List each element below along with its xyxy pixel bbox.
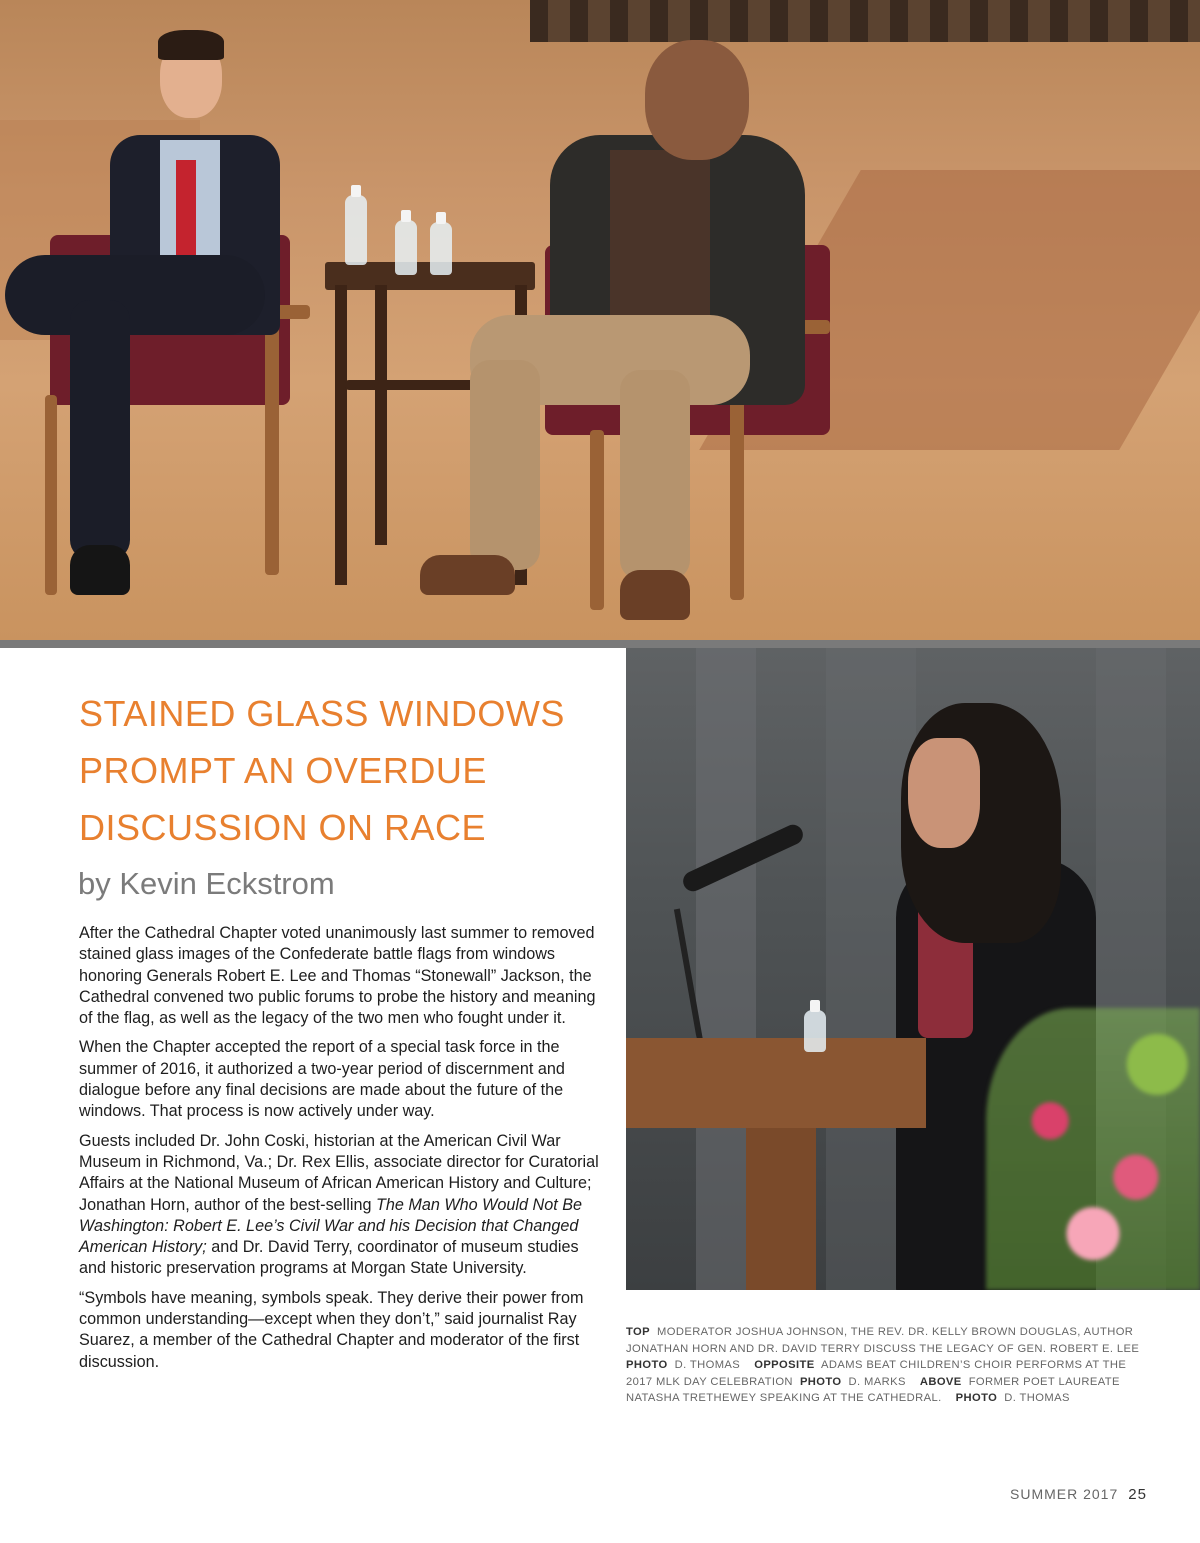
- body-paragraph: “Symbols have meaning, symbols speak. They derive their power from common understanding—except when they don’t,” said journalist Ray Suarez, a member of the Cathedral Chapter and moderator of the first discussion.: [79, 1288, 584, 1371]
- photo-divider: [0, 640, 1200, 648]
- speaker-left-legs: [5, 255, 265, 335]
- caption-label: PHOTO: [799, 1375, 842, 1388]
- speaker-right-shin: [470, 360, 540, 570]
- podium: [626, 1038, 926, 1128]
- caption-credit: D. THOMAS: [1004, 1392, 1070, 1405]
- body-paragraph: [79, 1131, 599, 1280]
- body-text-run: Guests included Dr. John Coski, historian at the American Civil War Museum in Richmond, Va.; Dr. Rex Ellis, associate director for Curatorial Affairs at the National Museum of African American History and Culture; Jonathan Horn, author of the best-selling: [79, 1131, 599, 1214]
- water-bottle: [430, 222, 452, 275]
- caption-label: PHOTO: [626, 1359, 668, 1372]
- caption-label: TOP: [626, 1326, 650, 1338]
- speaker-left-shin: [70, 300, 130, 560]
- caption-label: PHOTO: [955, 1392, 998, 1405]
- body-text-run: and Dr. David Terry, coordinator of museum studies and historic preservation programs at Morgan State University.: [79, 1238, 579, 1278]
- speaker-right-sweater: [610, 150, 710, 330]
- caption-label: ABOVE: [919, 1375, 962, 1388]
- headline-line: STAINED GLASS WINDOWS: [79, 693, 565, 734]
- flower-arrangement: [986, 1008, 1200, 1290]
- water-bottle: [345, 195, 367, 265]
- caption-credit: D. MARKS: [848, 1375, 906, 1388]
- speaker-left-shoe: [70, 545, 130, 595]
- book-title: The Man Who Would Not Be Washington: Robert E. Lee’s Civil War and his Decision that Changed American History;: [79, 1195, 582, 1257]
- table-leg: [375, 285, 387, 545]
- caption-credit: D. THOMAS: [674, 1359, 741, 1372]
- page-folio: [1010, 1486, 1147, 1503]
- article-body: [79, 923, 599, 1381]
- speaker-left-hair: [158, 30, 224, 60]
- page-number: 25: [1128, 1486, 1147, 1503]
- issue-label: SUMMER 2017: [1010, 1486, 1119, 1502]
- top-photo-panel-discussion: [0, 0, 1200, 640]
- speaker-right-shin: [620, 370, 690, 580]
- photo-caption: [626, 1324, 1146, 1407]
- water-bottle: [804, 1010, 826, 1052]
- caption-text: ADAMS BEAT CHILDREN’S CHOIR PERFORMS AT THE 2017 MLK DAY CELEBRATION: [626, 1359, 1127, 1388]
- speaker-right-shoe: [420, 555, 515, 595]
- chair-leg: [265, 310, 279, 575]
- caption-label: OPPOSITE: [754, 1359, 815, 1372]
- speaker-right-shoe: [620, 570, 690, 620]
- caption-text: MODERATOR JOSHUA JOHNSON, THE REV. DR. KELLY BROWN DOUGLAS, AUTHOR JONATHAN HORN AND DR. DAVID TERRY DISCUSS THE LEGACY OF GEN. ROBERT E. LEE: [626, 1326, 1140, 1355]
- body-paragraph: When the Chapter accepted the report of a special task force in the summer of 2016, it authorized a two-year period of discernment and dialogue before any final decisions are made about the future of the windows. That process is now actively under way.: [79, 1038, 565, 1121]
- right-photo-speaker: [626, 648, 1200, 1290]
- headline-line: DISCUSSION ON RACE: [79, 807, 487, 848]
- article-headline: [79, 685, 619, 856]
- table-leg: [335, 285, 347, 585]
- article-byline: by Kevin Eckstrom: [78, 866, 335, 901]
- speaker-right-head: [645, 40, 749, 160]
- caption-text: FORMER POET LAUREATE NATASHA TRETHEWEY SPEAKING AT THE CATHEDRAL.: [626, 1375, 1120, 1405]
- water-bottle: [395, 220, 417, 275]
- podium-stem: [746, 1128, 816, 1290]
- chair-leg: [45, 395, 57, 595]
- choir-rail: [530, 0, 1200, 42]
- speaker-woman-face: [908, 738, 980, 848]
- headline-line: PROMPT AN OVERDUE: [79, 750, 487, 791]
- chair-leg: [590, 430, 604, 610]
- body-paragraph: After the Cathedral Chapter voted unanimously last summer to removed stained glass images of the Confederate battle flags from windows honoring Generals Robert E. Lee and Thomas “Stonewall” Jackson, the Cathedral convened two public forums to probe the history and meaning of the flag, as well as the legacy of the two men who fought under it.: [79, 924, 596, 1028]
